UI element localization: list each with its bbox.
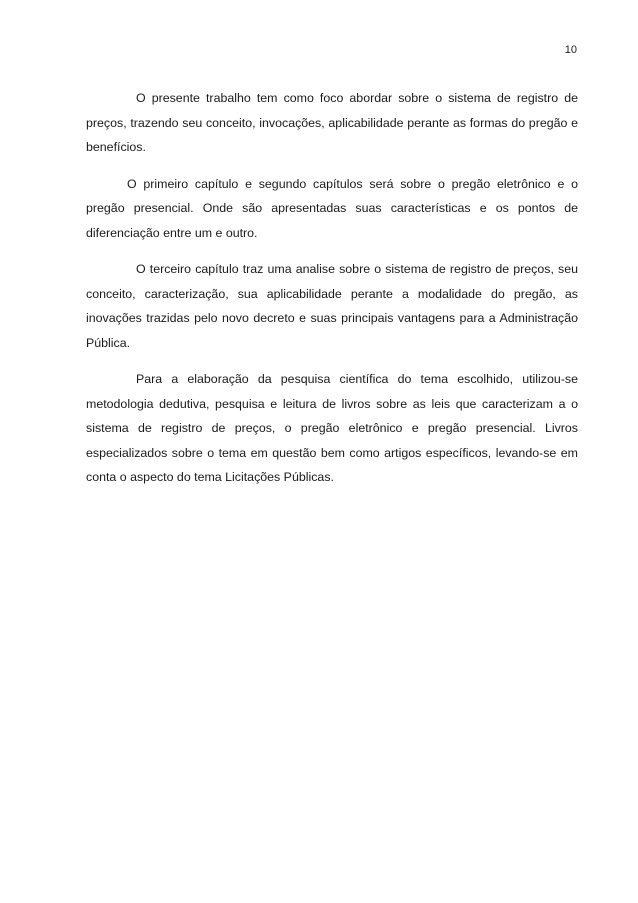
paragraph-methodology: Para a elaboração da pesquisa científica do tema escolhido, utilizou-se metodologia dedutiva, pesquisa e leitura de livros sobre as leis que caracterizam a o sistema de registro de preços, o pregão eletrônico e pregão presencial. Livros especializados sobre o tema em questão bem como artigos específicos, levando-se em conta o aspecto do tema Licitações Públicas. (86, 372, 578, 484)
paragraph-intro: O presente trabalho tem como foco abordar sobre o sistema de registro de preços, trazendo seu conceito, invocações, aplicabilidade perante as formas do pregão e benefícios. (86, 91, 578, 154)
page-number: 10 (564, 44, 577, 56)
paragraph-chapters-one-two: O primeiro capítulo e segundo capítulos será sobre o pregão eletrônico e o pregão presencial. Onde são apresentadas suas características e os pontos de diferenciação entre um e outro. (86, 176, 578, 240)
body-text (86, 86, 578, 502)
paragraph-chapter-three: O terceiro capítulo traz uma analise sobre o sistema de registro de preços, seu conceito, caracterização, sua aplicabilidade perante a modalidade do pregão, as inovações trazidas pelo novo decreto e suas principais vantagens para a Administração Pública. (86, 262, 578, 350)
